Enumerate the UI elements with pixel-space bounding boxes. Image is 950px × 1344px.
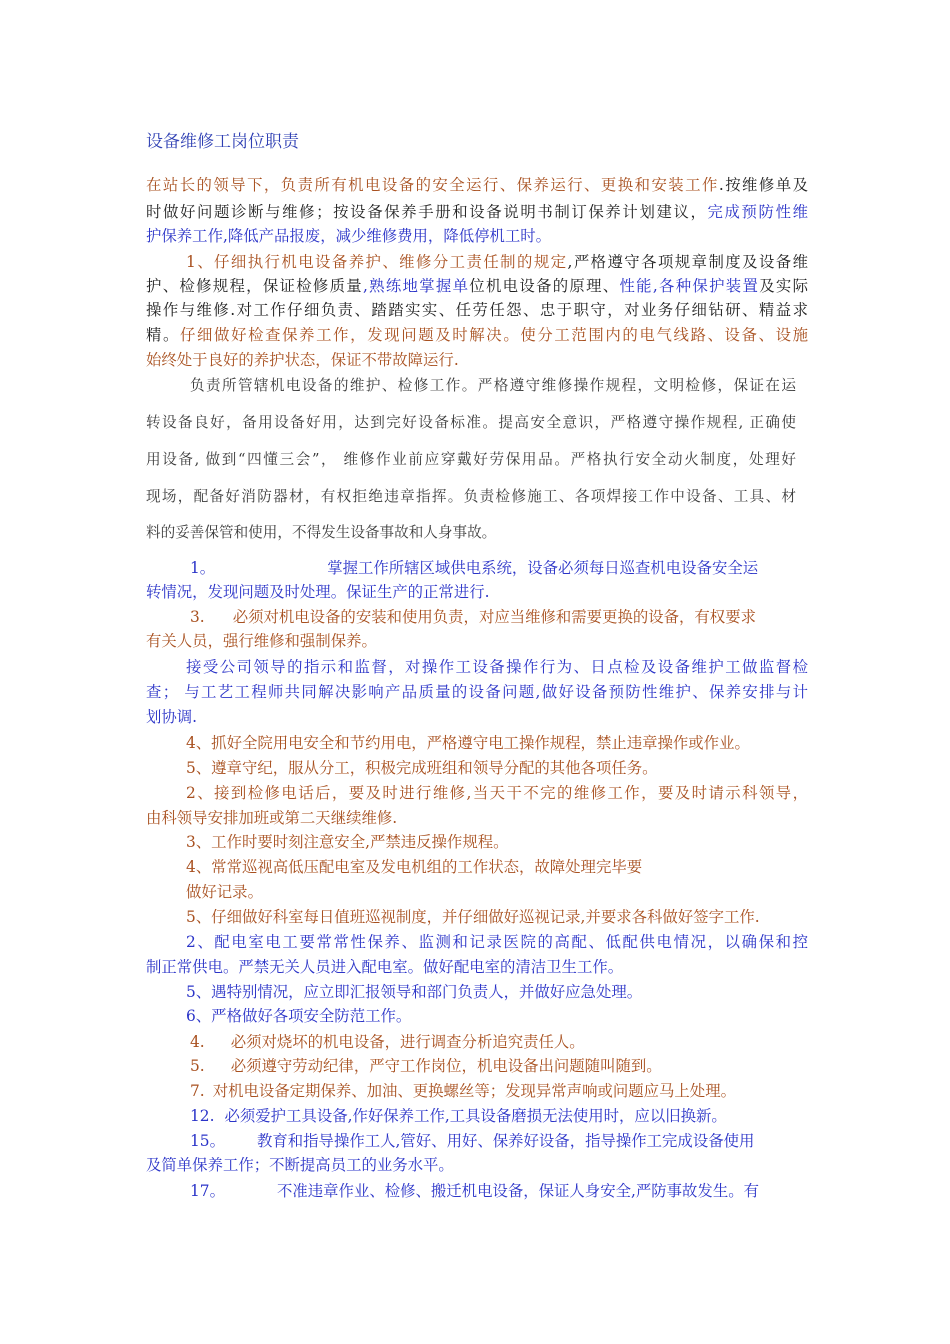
para1-line (186, 250, 808, 274)
text-run: 精。 (146, 326, 181, 344)
item-text: 对机电设备定期保养、加油、更换螺丝等；发现异常声响或问题应马上处理。 (212, 1082, 736, 1100)
list-item: 5、遇特别情况，应立即汇报领导和部门负责人，并做好应急处理。 (186, 983, 643, 1001)
intro-line (146, 200, 808, 224)
text-run: 始终处于良好的养护状态，保证不带故障运行. (146, 351, 459, 369)
list-item: 5、仔细做好科室每日值班巡视制度，并仔细做好巡视记录,并要求各科做好签字工作. (186, 908, 760, 926)
text-run: 位机电设备的原理、 (469, 277, 620, 295)
para1-line (146, 348, 808, 372)
text-run: 在站长的领导下，负责所有机电设备的安全运行、保养运行、更换和安装工作 (146, 176, 719, 194)
item-text: 掌握工作所辖区域供电系统，设备必须每日巡查机电设备安全运 (327, 559, 759, 577)
text-run: 仔细做好检查保养工作，发现问题及时解决。使分工范围内的电气线路、设备、设施 (180, 326, 808, 344)
list-item: 由科领导安排加班或第二天继续维修. (146, 809, 398, 827)
text-run: 时做好问题诊断与维修；按设备保养手册和设备说明书制订保养计划建议， (146, 203, 708, 221)
list-item: 转情况，发现问题及时处理。保证生产的正常进行. (146, 583, 490, 601)
list-item: 做好记录。 (186, 883, 263, 901)
para1-line (146, 323, 808, 347)
list-item: 2、接到检修电话后，要及时进行维修,当天干不完的维修工作，要及时请示科领导， (186, 784, 808, 802)
text-run: ,严格遵守各项规章制度及设备维 (567, 253, 808, 271)
list-item (190, 1104, 808, 1128)
item-number: 17。 (190, 1182, 225, 1200)
list-item: 制正常供电。严禁无关人员进入配电室。做好配电室的清洁卫生工作。 (146, 958, 624, 976)
list-item (190, 1054, 808, 1078)
item-text: 必须爱护工具设备,作好保养工作,工具设备磨损无法使用时，应以旧换新。 (224, 1107, 727, 1125)
list-item: 有关人员，强行维修和强制保养。 (146, 632, 377, 650)
list-item (190, 1129, 808, 1153)
item-number: 15。 (190, 1132, 225, 1150)
list-item (190, 605, 808, 629)
para2-line: 料的妥善保管和使用，不得发生设备事故和人身事故。 (146, 524, 497, 541)
list-item: 接受公司领导的指示和监督，对操作工设备操作行为、日点检及设备维护工做监督检 (186, 658, 808, 676)
text-run: 护保养工作,降低产品报废，减少维修费用，降低停机工时。 (146, 227, 552, 245)
list-item (190, 1179, 808, 1203)
item-number: 5. (190, 1057, 205, 1075)
para2-line: 现场，配备好消防器材，有权拒绝违章指挥。负责检修施工、各项焊接工作中设备、工具、材 (146, 488, 796, 505)
item-text: 必须对烧坏的机电设备，进行调查分析追究责任人。 (230, 1033, 585, 1051)
item-text: 不准违章作业、检修、搬迁机电设备，保证人身安全,严防事故发生。有 (276, 1182, 759, 1200)
text-run: ,熟练地掌握单 (362, 277, 470, 295)
list-item: 2、配电室电工要常常性保养、监测和记录医院的高配、低配供电情况，以确保和控 (186, 933, 808, 951)
text-run: 性能,各种保护装置 (619, 277, 760, 295)
text-run: 1、仔细执行机电设备养护、维修分工责任制的规定 (186, 253, 568, 271)
list-item: 及简单保养工作；不断提高员工的业务水平。 (146, 1156, 454, 1174)
item-number: 7. (190, 1082, 205, 1100)
list-item: 6、严格做好各项安全防范工作。 (186, 1007, 412, 1025)
item-number: 3. (190, 608, 205, 626)
para1-line (146, 274, 808, 298)
intro-line (146, 224, 808, 248)
text-run: .按维修单及 (718, 176, 808, 194)
text-run: 护、检修规程，保证检修质量 (146, 277, 363, 295)
intro-line (146, 173, 808, 197)
list-item (190, 556, 808, 580)
item-text: 必须遵守劳动纪律，严守工作岗位，机电设备出问题随叫随到。 (230, 1057, 662, 1075)
item-number: 12. (190, 1107, 215, 1125)
item-text: 必须对机电设备的安装和使用负责，对应当维修和需要更换的设备，有权要求 (232, 608, 756, 626)
para2-line: 负责所管辖机电设备的维护、检修工作。严格遵守维修操作规程，文明检修，保证在运 (190, 377, 796, 394)
text-run: 完成预防性维 (707, 203, 808, 221)
para2-line: 转设备良好，备用设备好用，达到完好设备标准。提高安全意识，严格遵守操作规程, 正确使 (146, 414, 796, 431)
document-title: 设备维修工岗位职责 (146, 132, 299, 152)
item-number: 1。 (190, 559, 216, 577)
text-run: 操作与维修.对工作仔细负责、踏踏实实、任劳任怨、忠于职守，对业务仔细钻研、精益求 (146, 301, 808, 319)
list-item: 3、工作时要时刻注意安全,严禁违反操作规程。 (186, 833, 509, 851)
list-item: 4、常常巡视高低压配电室及发电机组的工作状态，故障处理完毕要 (186, 858, 643, 876)
list-item (190, 1079, 808, 1103)
para2-line: 用设备, 做到“四懂三会”， 维修作业前应穿戴好劳保用品。严格执行安全动火制度，处理好 (146, 451, 796, 468)
list-item: 查； 与工艺工程师共同解决影响产品质量的设备问题,做好设备预防性维护、保养安排与计 (146, 683, 808, 701)
para1-line (146, 298, 808, 322)
list-item: 5、遵章守纪，服从分工，积极完成班组和领导分配的其他各项任务。 (186, 759, 658, 777)
text-run: 及实际 (759, 277, 808, 295)
item-text: 教育和指导操作工人,管好、用好、保养好设备，指导操作工完成设备使用 (256, 1132, 755, 1150)
list-item (190, 1030, 808, 1054)
list-item: 4、抓好全院用电安全和节约用电，严格遵守电工操作规程，禁止违章操作或作业。 (186, 734, 750, 752)
list-item: 划协调. (146, 708, 198, 726)
item-number: 4. (190, 1033, 205, 1051)
